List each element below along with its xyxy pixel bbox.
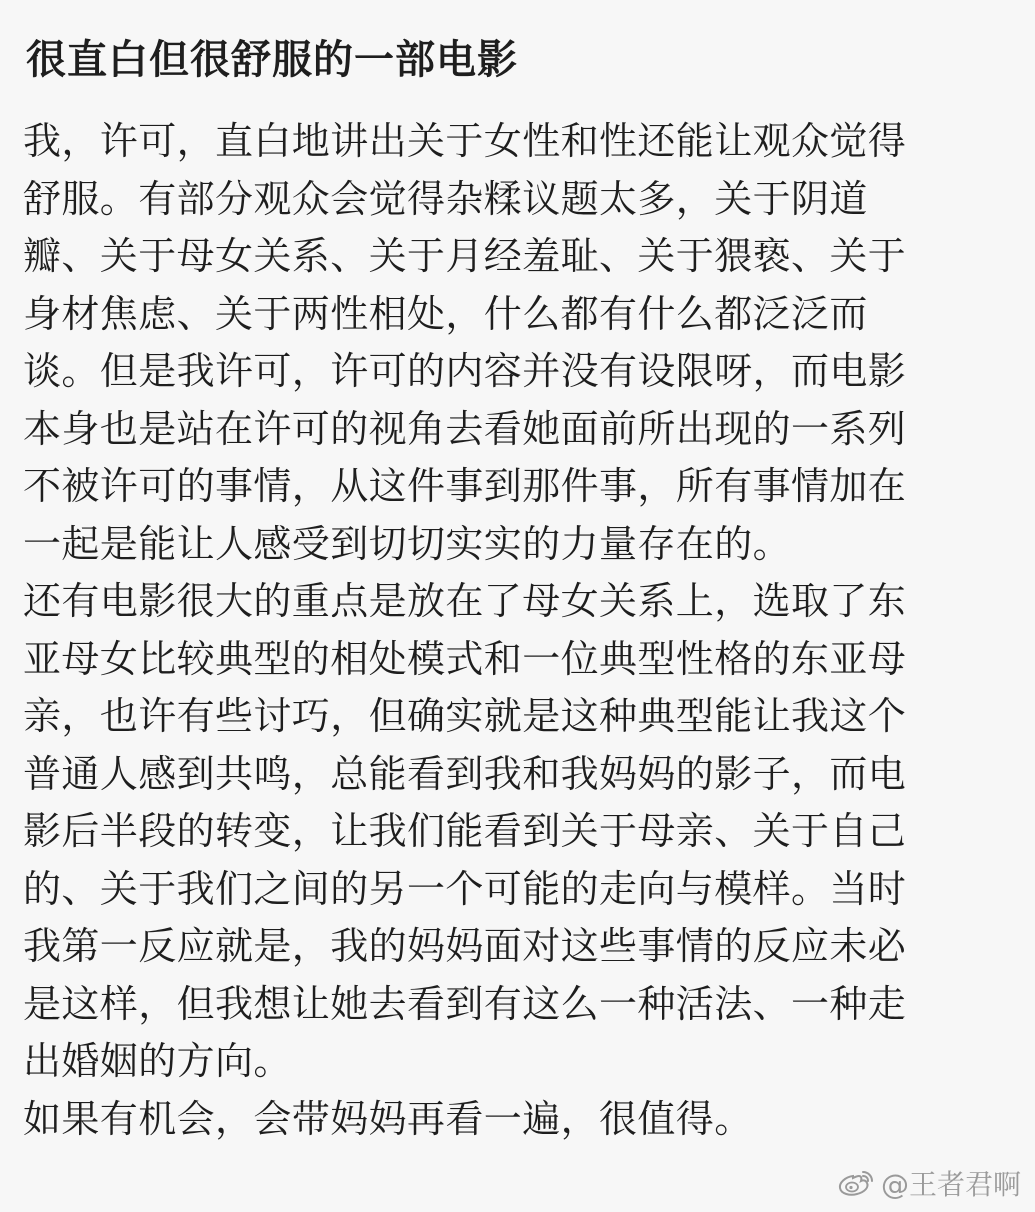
body-line: 亚母女比较典型的相处模式和一位典型性格的东亚母	[23, 636, 907, 681]
watermark-text: @王者君啊	[880, 1168, 1021, 1201]
body-line: 我第一反应就是，我的妈妈面对这些事情的反应未必	[23, 924, 907, 968]
post-body	[23, 113, 1013, 1148]
body-line: 还有电影很大的重点是放在了母女关系上，选取了东	[23, 579, 907, 623]
body-line: 不被许可的事情，从这件事到那件事，所有事情加在	[23, 464, 907, 508]
body-line: 的、关于我们之间的另一个可能的走向与模样。当时	[23, 866, 907, 911]
body-line: 舒服。有部分观众会觉得杂糅议题太多，关于阴道	[23, 176, 868, 221]
body-line: 瓣、关于母女关系、关于月经羞耻、关于猥亵、关于	[23, 234, 907, 278]
weibo-icon	[837, 1168, 875, 1198]
body-line: 亲，也许有些讨巧，但确实就是这种典型能让我这个	[23, 694, 907, 738]
post-title: 很直白但很舒服的一部电影	[26, 37, 518, 83]
body-line: 我，许可，直白地讲出关于女性和性还能让观众觉得	[23, 119, 907, 163]
body-line: 影后半段的转变，让我们能看到关于母亲、关于自己	[23, 809, 907, 853]
body-line: 是这样，但我想让她去看到有这么一种活法、一种走	[23, 981, 907, 1026]
body-line: 普通人感到共鸣，总能看到我和我妈妈的影子，而电	[23, 751, 907, 796]
body-line: 本身也是站在许可的视角去看她面前所出现的一系列	[23, 406, 907, 451]
body-line: 一起是能让人感受到切切实实的力量存在的。	[23, 521, 792, 566]
body-line: 谈。但是我许可，许可的内容并没有设限呀，而电影	[23, 349, 907, 393]
body-line: 如果有机会，会带妈妈再看一遍，很值得。	[23, 1096, 753, 1141]
body-line: 身材焦虑、关于两性相处，什么都有什么都泛泛而	[23, 291, 868, 336]
weibo-watermark	[837, 1163, 1021, 1203]
body-line: 出婚姻的方向。	[23, 1039, 292, 1083]
